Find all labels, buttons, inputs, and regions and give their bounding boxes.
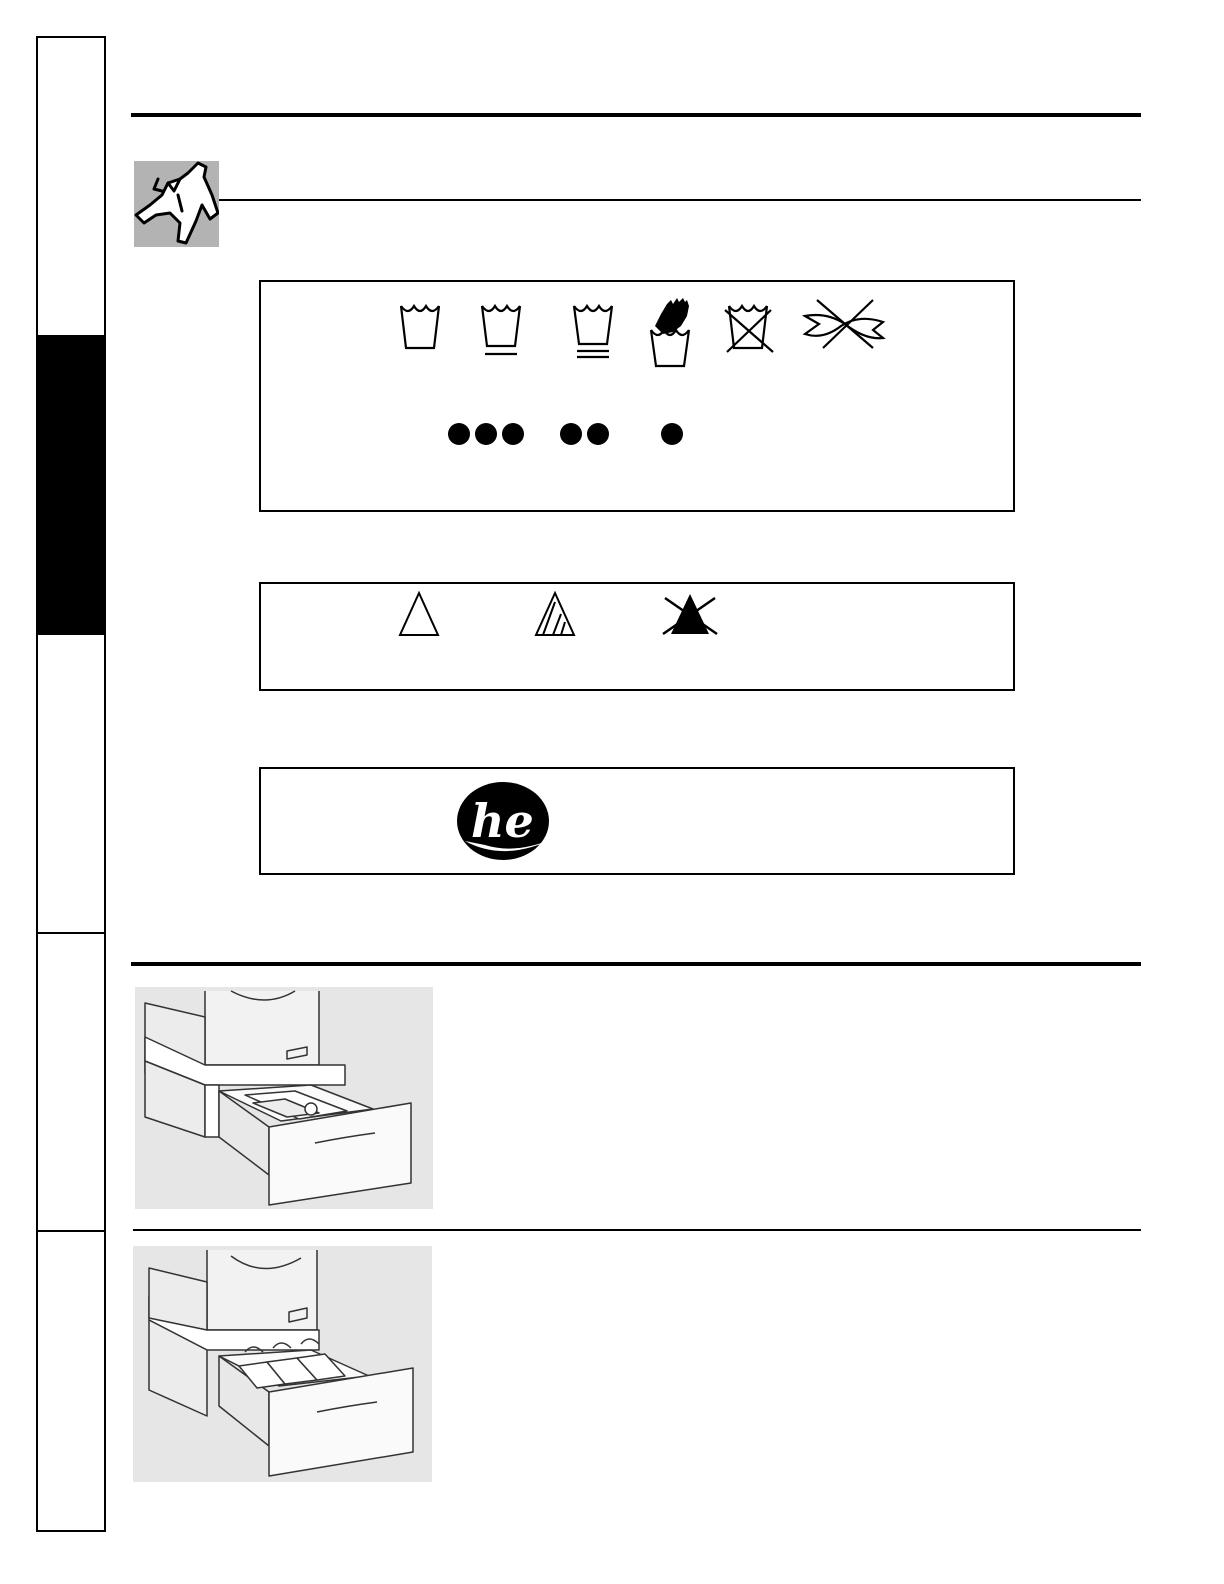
section-tab-5[interactable] [38,1232,104,1532]
section-tab-4[interactable] [38,934,104,1232]
do-not-wring-icon [801,296,887,352]
he-logo-text: he [471,794,534,848]
sub-rule [219,199,1141,201]
do-not-bleach-icon [657,590,723,638]
section-rule [131,962,1141,966]
wash-symbols-panel [259,280,1015,512]
any-bleach-icon [397,590,441,638]
wash-tub-permanent-press-icon [479,296,523,358]
hand-wash-icon [647,296,695,370]
pedestal-drawer-bottles-illustration [133,1246,432,1482]
section-tab-3[interactable] [38,635,104,933]
section-tab-strip [36,36,106,1532]
wash-tub-normal-icon [398,296,442,352]
divider-rule [133,1229,1141,1231]
he-detergent-logo [455,781,561,863]
do-not-wash-icon [723,296,775,354]
section-tab-2-active[interactable] [38,335,104,635]
non-chlorine-bleach-icon [533,590,577,638]
top-rule [131,113,1141,117]
section-tab-1[interactable] [38,38,104,335]
detergent-panel [259,767,1015,875]
wash-tub-delicate-icon [571,296,615,362]
temperature-dots [447,420,687,448]
shirt-care-icon [134,161,219,247]
bleach-symbols-panel [259,582,1015,691]
pedestal-drawer-illustration [135,987,433,1209]
